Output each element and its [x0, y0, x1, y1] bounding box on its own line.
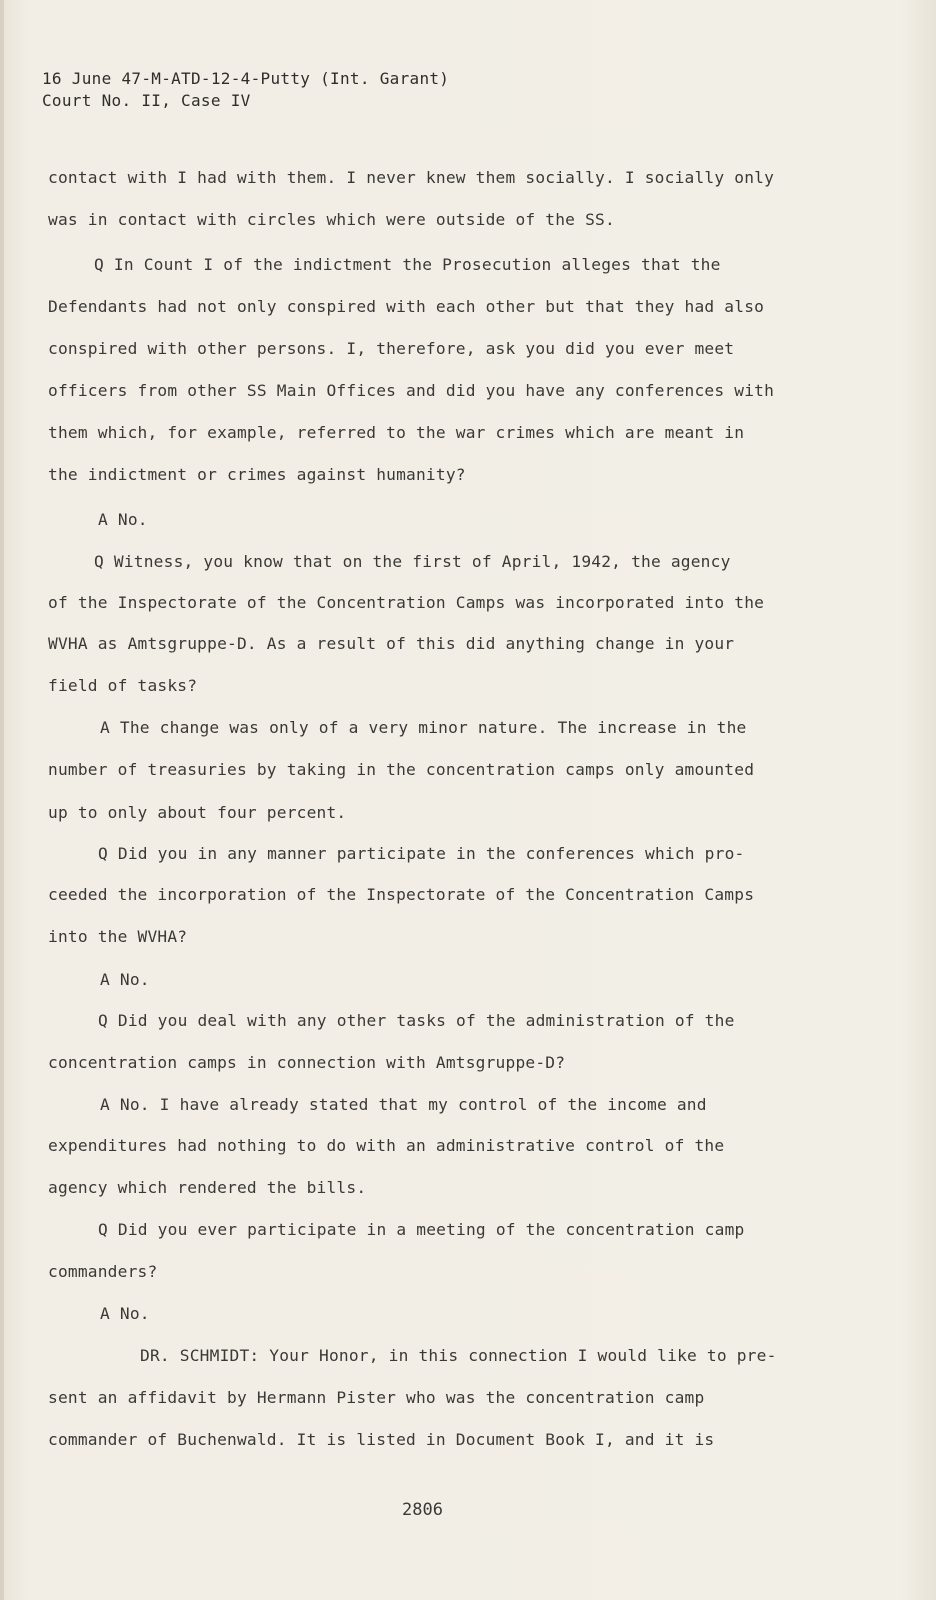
header-line-1: 16 June 47-M-ATD-12-4-Putty (Int. Garant) — [42, 69, 450, 88]
body-line: the indictment or crimes against humanity? — [48, 465, 466, 484]
body-line: A No. — [100, 970, 150, 989]
page-edge — [0, 0, 4, 1600]
body-line: A No. — [100, 1304, 150, 1323]
body-line: field of tasks? — [48, 676, 198, 695]
body-line: contact with I had with them. I never knew them socially. I socially only — [48, 168, 775, 187]
document-header — [42, 68, 449, 112]
body-line: number of treasuries by taking in the concentration camps only amounted — [48, 760, 755, 779]
body-line: Q Did you ever participate in a meeting of the concentration camp — [98, 1220, 745, 1239]
body-line: expenditures had nothing to do with an administrative control of the — [48, 1136, 725, 1155]
body-line: into the WVHA? — [48, 927, 188, 946]
body-line: DR. SCHMIDT: Your Honor, in this connection I would like to pre- — [140, 1346, 777, 1365]
body-line: Defendants had not only conspired with each other but that they had also — [48, 297, 765, 316]
body-line: A No. — [98, 510, 148, 529]
body-line: WVHA as Amtsgruppe-D. As a result of this did anything change in your — [48, 634, 735, 653]
body-line: A The change was only of a very minor nature. The increase in the — [100, 718, 747, 737]
body-line: ceeded the incorporation of the Inspectorate of the Concentration Camps — [48, 885, 755, 904]
body-line: Q Witness, you know that on the first of April, 1942, the agency — [94, 552, 731, 571]
body-line: sent an affidavit by Hermann Pister who was the concentration camp — [48, 1388, 705, 1407]
body-line: was in contact with circles which were outside of the SS. — [48, 210, 615, 229]
page-number: 2806 — [402, 1500, 443, 1520]
body-line: conspired with other persons. I, therefore, ask you did you ever meet — [48, 339, 735, 358]
body-line: Q Did you deal with any other tasks of the administration of the — [98, 1011, 735, 1030]
header-line-2: Court No. II, Case IV — [42, 91, 251, 110]
body-line: them which, for example, referred to the war crimes which are meant in — [48, 423, 745, 442]
body-line: concentration camps in connection with Amtsgruppe-D? — [48, 1053, 566, 1072]
body-line: Q Did you in any manner participate in the conferences which pro- — [98, 844, 745, 863]
body-line: Q In Count I of the indictment the Prosecution alleges that the — [94, 255, 721, 274]
body-line: of the Inspectorate of the Concentration Camps was incorporated into the — [48, 593, 765, 612]
body-line: up to only about four percent. — [48, 803, 347, 822]
body-line: agency which rendered the bills. — [48, 1178, 367, 1197]
body-line: officers from other SS Main Offices and did you have any conferences with — [48, 381, 775, 400]
body-line: commander of Buchenwald. It is listed in Document Book I, and it is — [48, 1430, 715, 1449]
body-line: A No. I have already stated that my control of the income and — [100, 1095, 707, 1114]
body-line: commanders? — [48, 1262, 158, 1281]
